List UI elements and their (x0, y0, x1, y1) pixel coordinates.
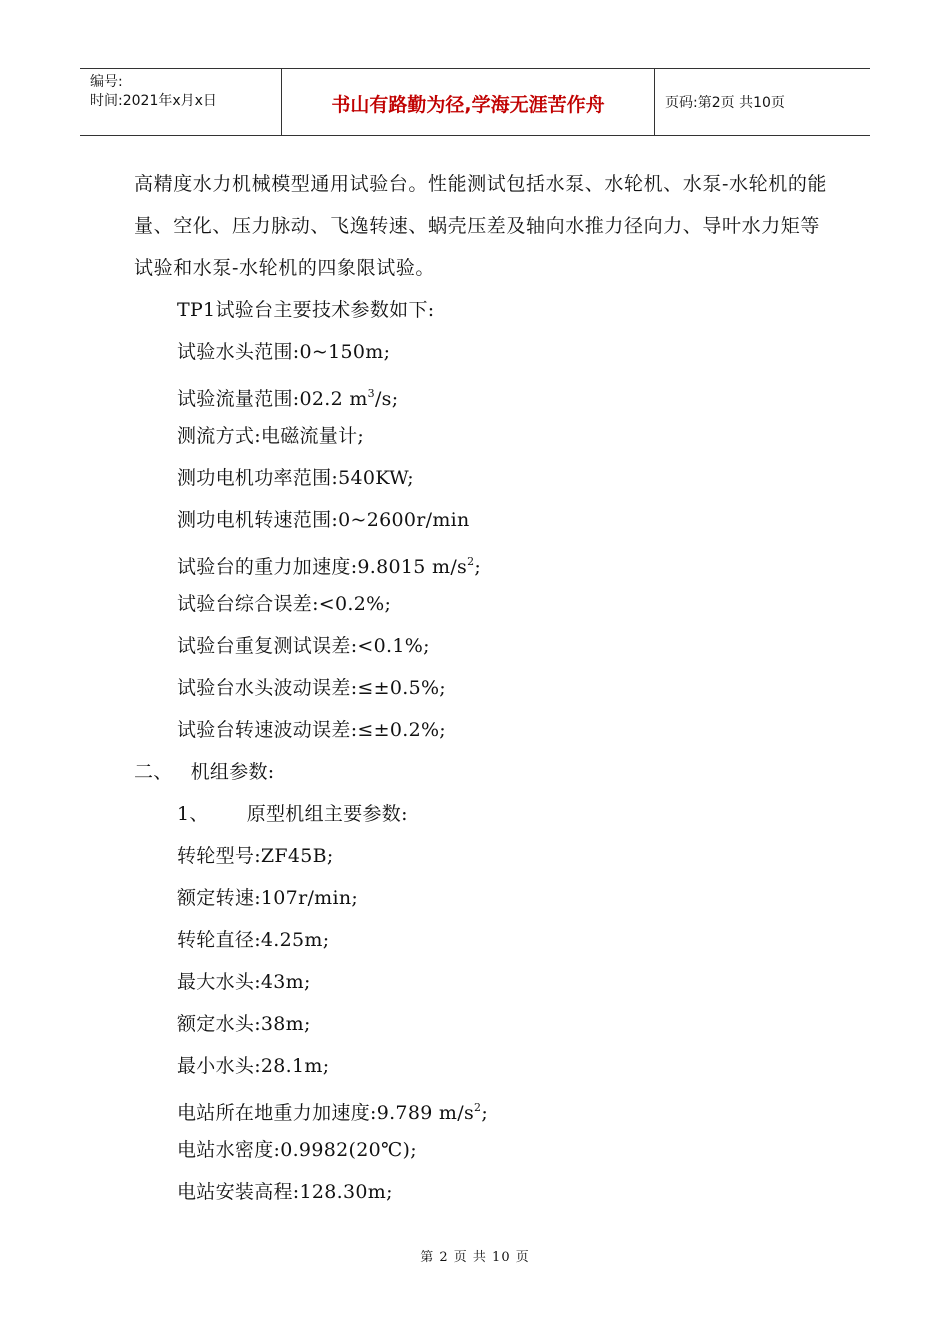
subsection-title: 原型机组主要参数: (246, 803, 408, 825)
speed-fluctuation: 试验台转速波动误差:≤±0.2%; (177, 719, 447, 741)
head-fluctuation: 试验台水头波动误差:≤±0.5%; (177, 677, 447, 699)
section-heading (134, 751, 834, 793)
water-density: 电站水密度:0.9982(20℃); (177, 1139, 417, 1161)
runner-diameter: 转轮直径:4.25m; (177, 929, 330, 951)
station-gravity-text: 电站所在地重力加速度:9.789 m/s (177, 1102, 475, 1124)
max-head: 最大水头:43m; (177, 971, 311, 993)
header-motto: 书山有路勤为径,学海无涯苦作舟 (282, 69, 655, 135)
bench-gravity (134, 541, 834, 583)
min-head: 最小水头:28.1m; (177, 1055, 330, 1077)
page-footer: 第 2 页 共 10 页 (420, 1250, 530, 1265)
bench-gravity-suffix: ; (474, 556, 482, 578)
header-page-info: 页码:第2页 共10页 (665, 95, 785, 111)
motor-power: 测功电机功率范围:540KW; (177, 467, 414, 489)
document-body (134, 163, 834, 1213)
intro-paragraph: 高精度水力机械模型通用试验台。性能测试包括水泵、水轮机、水泵-水轮机的能量、空化、压力脉动、飞逸转速、蜗壳压差及轴向水推力径向力、导叶水力矩等试验和水泵-水轮机的四象限试验。 (134, 173, 828, 279)
tp1-title: TP1试验台主要技术参数如下: (177, 299, 435, 321)
station-gravity-sup: 2 (474, 1101, 482, 1114)
bench-gravity-sup: 2 (467, 555, 475, 568)
bench-gravity-text: 试验台的重力加速度:9.8015 m/s (177, 556, 468, 578)
station-gravity-suffix: ; (481, 1102, 489, 1124)
number-label: 编号: (90, 74, 123, 90)
section-title: 机组参数: (190, 761, 275, 783)
subsection-heading (134, 793, 834, 835)
section-number: 二、 (134, 761, 173, 783)
total-error: 试验台综合误差:<0.2%; (177, 593, 392, 615)
page-header (80, 68, 870, 136)
head-range: 试验水头范围:0~150m; (177, 341, 391, 363)
runner-model: 转轮型号:ZF45B; (177, 845, 334, 867)
install-elevation: 电站安装高程:128.30m; (177, 1181, 393, 1203)
flow-range (134, 373, 834, 415)
time-label: 时间:2021年x月x日 (90, 93, 217, 109)
flow-method: 测流方式:电磁流量计; (177, 425, 365, 447)
motor-speed: 测功电机转速范围:0~2600r/min (177, 509, 470, 531)
flow-range-suffix: /s; (374, 388, 399, 410)
header-meta (80, 69, 282, 135)
repeat-error: 试验台重复测试误差:<0.1%; (177, 635, 430, 657)
station-gravity (134, 1087, 834, 1129)
flow-range-sup: 3 (367, 387, 375, 400)
flow-range-text: 试验流量范围:02.2 m (177, 388, 368, 410)
subsection-number: 1、 (177, 803, 209, 825)
rated-speed: 额定转速:107r/min; (177, 887, 359, 909)
rated-head: 额定水头:38m; (177, 1013, 311, 1035)
